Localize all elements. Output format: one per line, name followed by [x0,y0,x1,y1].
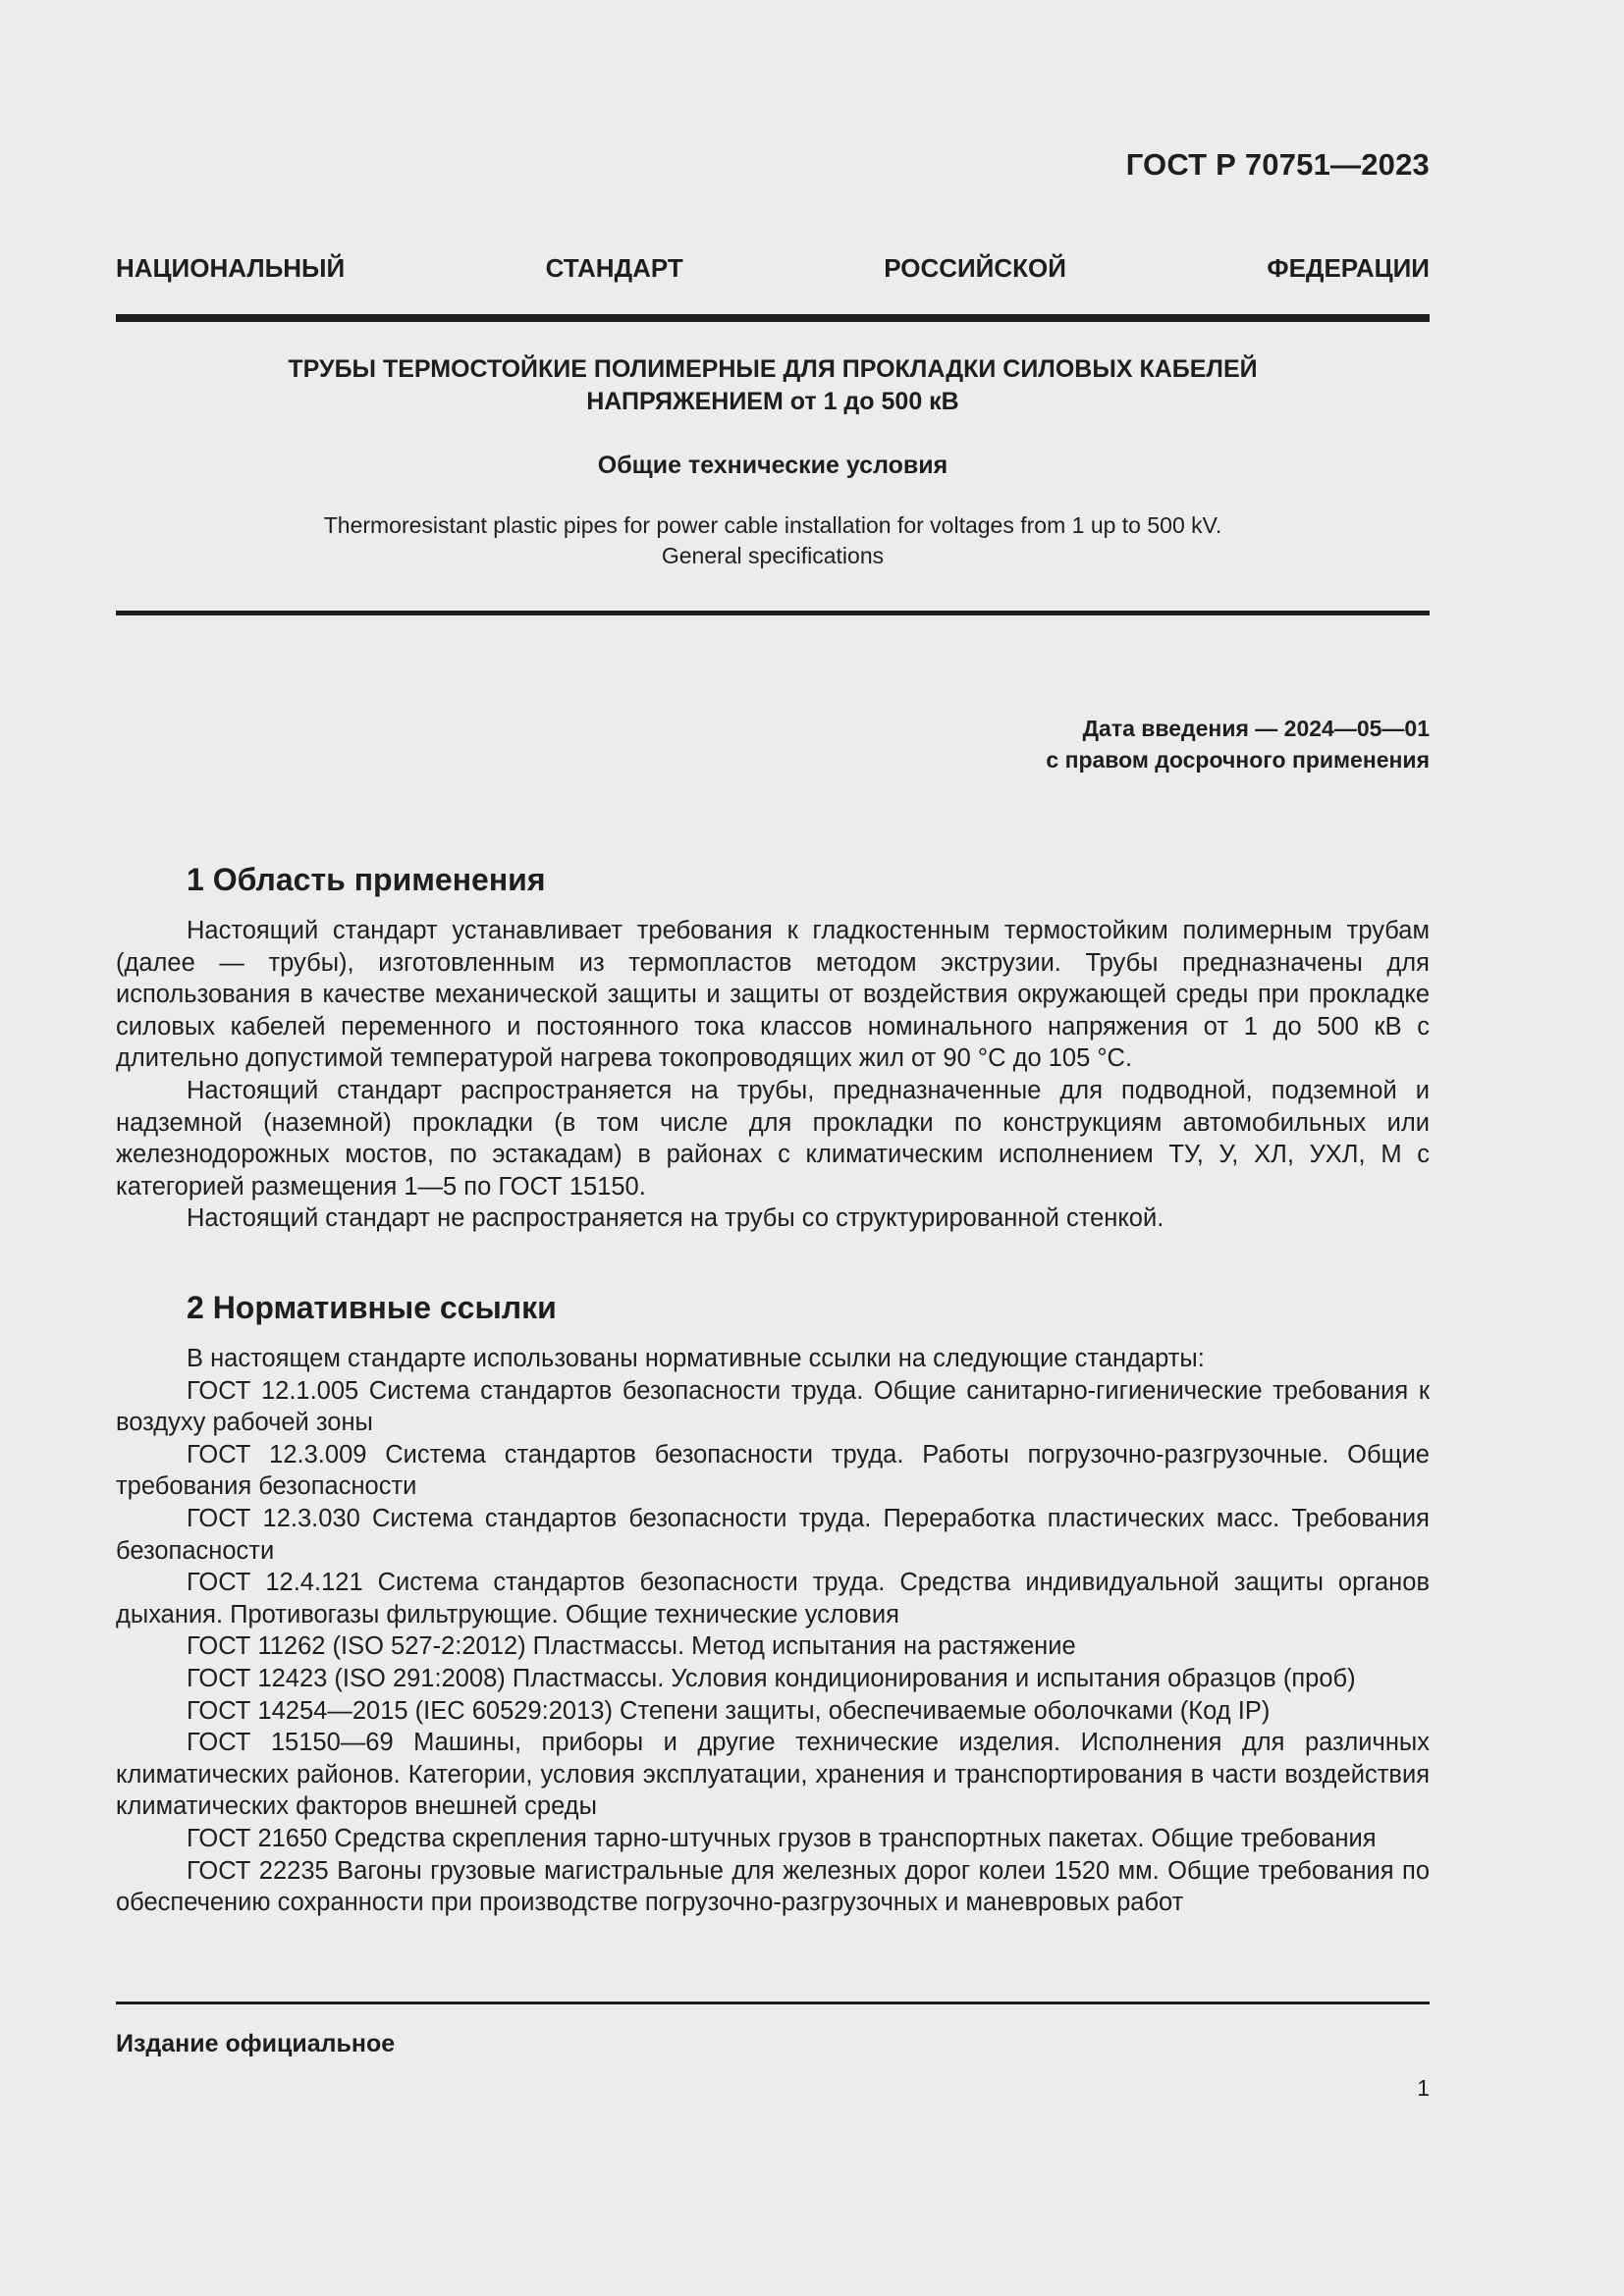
reference-item: ГОСТ 12423 (ISO 291:2008) Пластмассы. Условия кондиционирования и испытания образцов (проб) [187,1664,1356,1692]
section-scope [116,860,1430,1235]
reference-item: ГОСТ 11262 (ISO 527-2:2012) Пластмассы. Метод испытания на растяжение [187,1632,1076,1661]
section-normative-references [116,1288,1430,1919]
document-subtitle: Общие технические условия [597,452,948,479]
section-heading: 2 Нормативные ссылки [187,1290,557,1325]
early-application-note: с правом досрочного применения [1046,747,1430,773]
introduction-date [1046,713,1430,775]
reference-item: ГОСТ 21650 Средства скрепления тарно-штучных грузов в транспортных пакетах. Общие требования [187,1824,1377,1852]
english-title-line-1: Thermoresistant plastic pipes for power cable installation for voltages from 1 up to 500 kV. [323,512,1222,538]
section-heading: 1 Область применения [187,862,546,897]
title-divider [116,611,1430,615]
paragraph: В настоящем стандарте использованы нормативные ссылки на следующие стандарты: [187,1345,1205,1372]
footer-divider [116,2002,1430,2004]
reference-item: ГОСТ 12.1.005 Система стандартов безопасности труда. Общие санитарно-гигиенические требования к воздуху рабочей зоны [116,1376,1430,1437]
document-title [116,353,1430,418]
page-number: 1 [1417,2075,1430,2101]
document-code: ГОСТ Р 70751—2023 [1125,147,1430,182]
introduction-date-line: Дата введения — 2024—05—01 [1082,716,1430,741]
reference-item: ГОСТ 12.4.121 Система стандартов безопасности труда. Средства индивидуальной защиты органов дыхания. Противогазы фильтрующие. Общие технические условия [116,1569,1430,1629]
title-line-1: ТРУБЫ ТЕРМОСТОЙКИЕ ПОЛИМЕРНЫЕ ДЛЯ ПРОКЛАДКИ СИЛОВЫХ КАБЕЛЕЙ [288,355,1258,383]
official-edition-label: Издание официальное [116,2030,396,2057]
reference-item: ГОСТ 12.3.030 Система стандартов безопасности труда. Переработка пластических масс. Требования безопасности [116,1504,1430,1565]
title-line-2: НАПРЯЖЕНИЕМ от 1 до 500 кВ [586,388,959,415]
english-title-line-2: General specifications [661,543,885,568]
reference-item: ГОСТ 15150—69 Машины, приборы и другие технические изделия. Исполнения для различных климатических районов. Категории, условия эксплуатации, хранения и транспортирования в части воздействия климатических факторов внешней среды [116,1729,1430,1821]
reference-item: ГОСТ 12.3.009 Система стандартов безопасности труда. Работы погрузочно-разгрузочные. Общие требования безопасности [116,1440,1430,1501]
paragraph: Настоящий стандарт устанавливает требования к гладкостенным термостойким полимерным трубам (далее — трубы), изготовленным из термопластов методом экструзии. Трубы предназначены для использования в качестве механической защиты и защиты от воздействия окружающей среды при прокладке силовых кабелей переменного и постоянного тока классов номинального напряжения от 1 до 500 кВ с длительно допустимой температурой нагрева токопроводящих жил от 90 °С до 105 °С. [116,917,1430,1073]
standard-type-banner: НАЦИОНАЛЬНЫЙ СТАНДАРТ РОССИЙСКОЙ ФЕДЕРАЦИИ [116,253,1430,283]
reference-item: ГОСТ 14254—2015 (IEC 60529:2013) Степени защиты, обеспечиваемые оболочками (Код IP) [187,1696,1271,1725]
reference-item: ГОСТ 22235 Вагоны грузовые магистральные для железных дорог колеи 1520 мм. Общие требования по обеспечению сохранности при производстве погрузочно-разгрузочных и маневровых работ [116,1856,1430,1917]
header-divider [116,314,1430,322]
english-title [116,510,1430,571]
paragraph: Настоящий стандарт распространяется на трубы, предназначенные для подводной, подземной и надземной (наземной) прокладки (в том числе для прокладки по конструкциям автомобильных или железнодорожных мостов, по эстакадам) в районах с климатическим исполнением ТУ, У, ХЛ, УХЛ, М с категорией размещения 1—5 по ГОСТ 15150. [116,1076,1430,1201]
paragraph: Настоящий стандарт не распространяется на трубы со структурированной стенкой. [187,1204,1164,1233]
